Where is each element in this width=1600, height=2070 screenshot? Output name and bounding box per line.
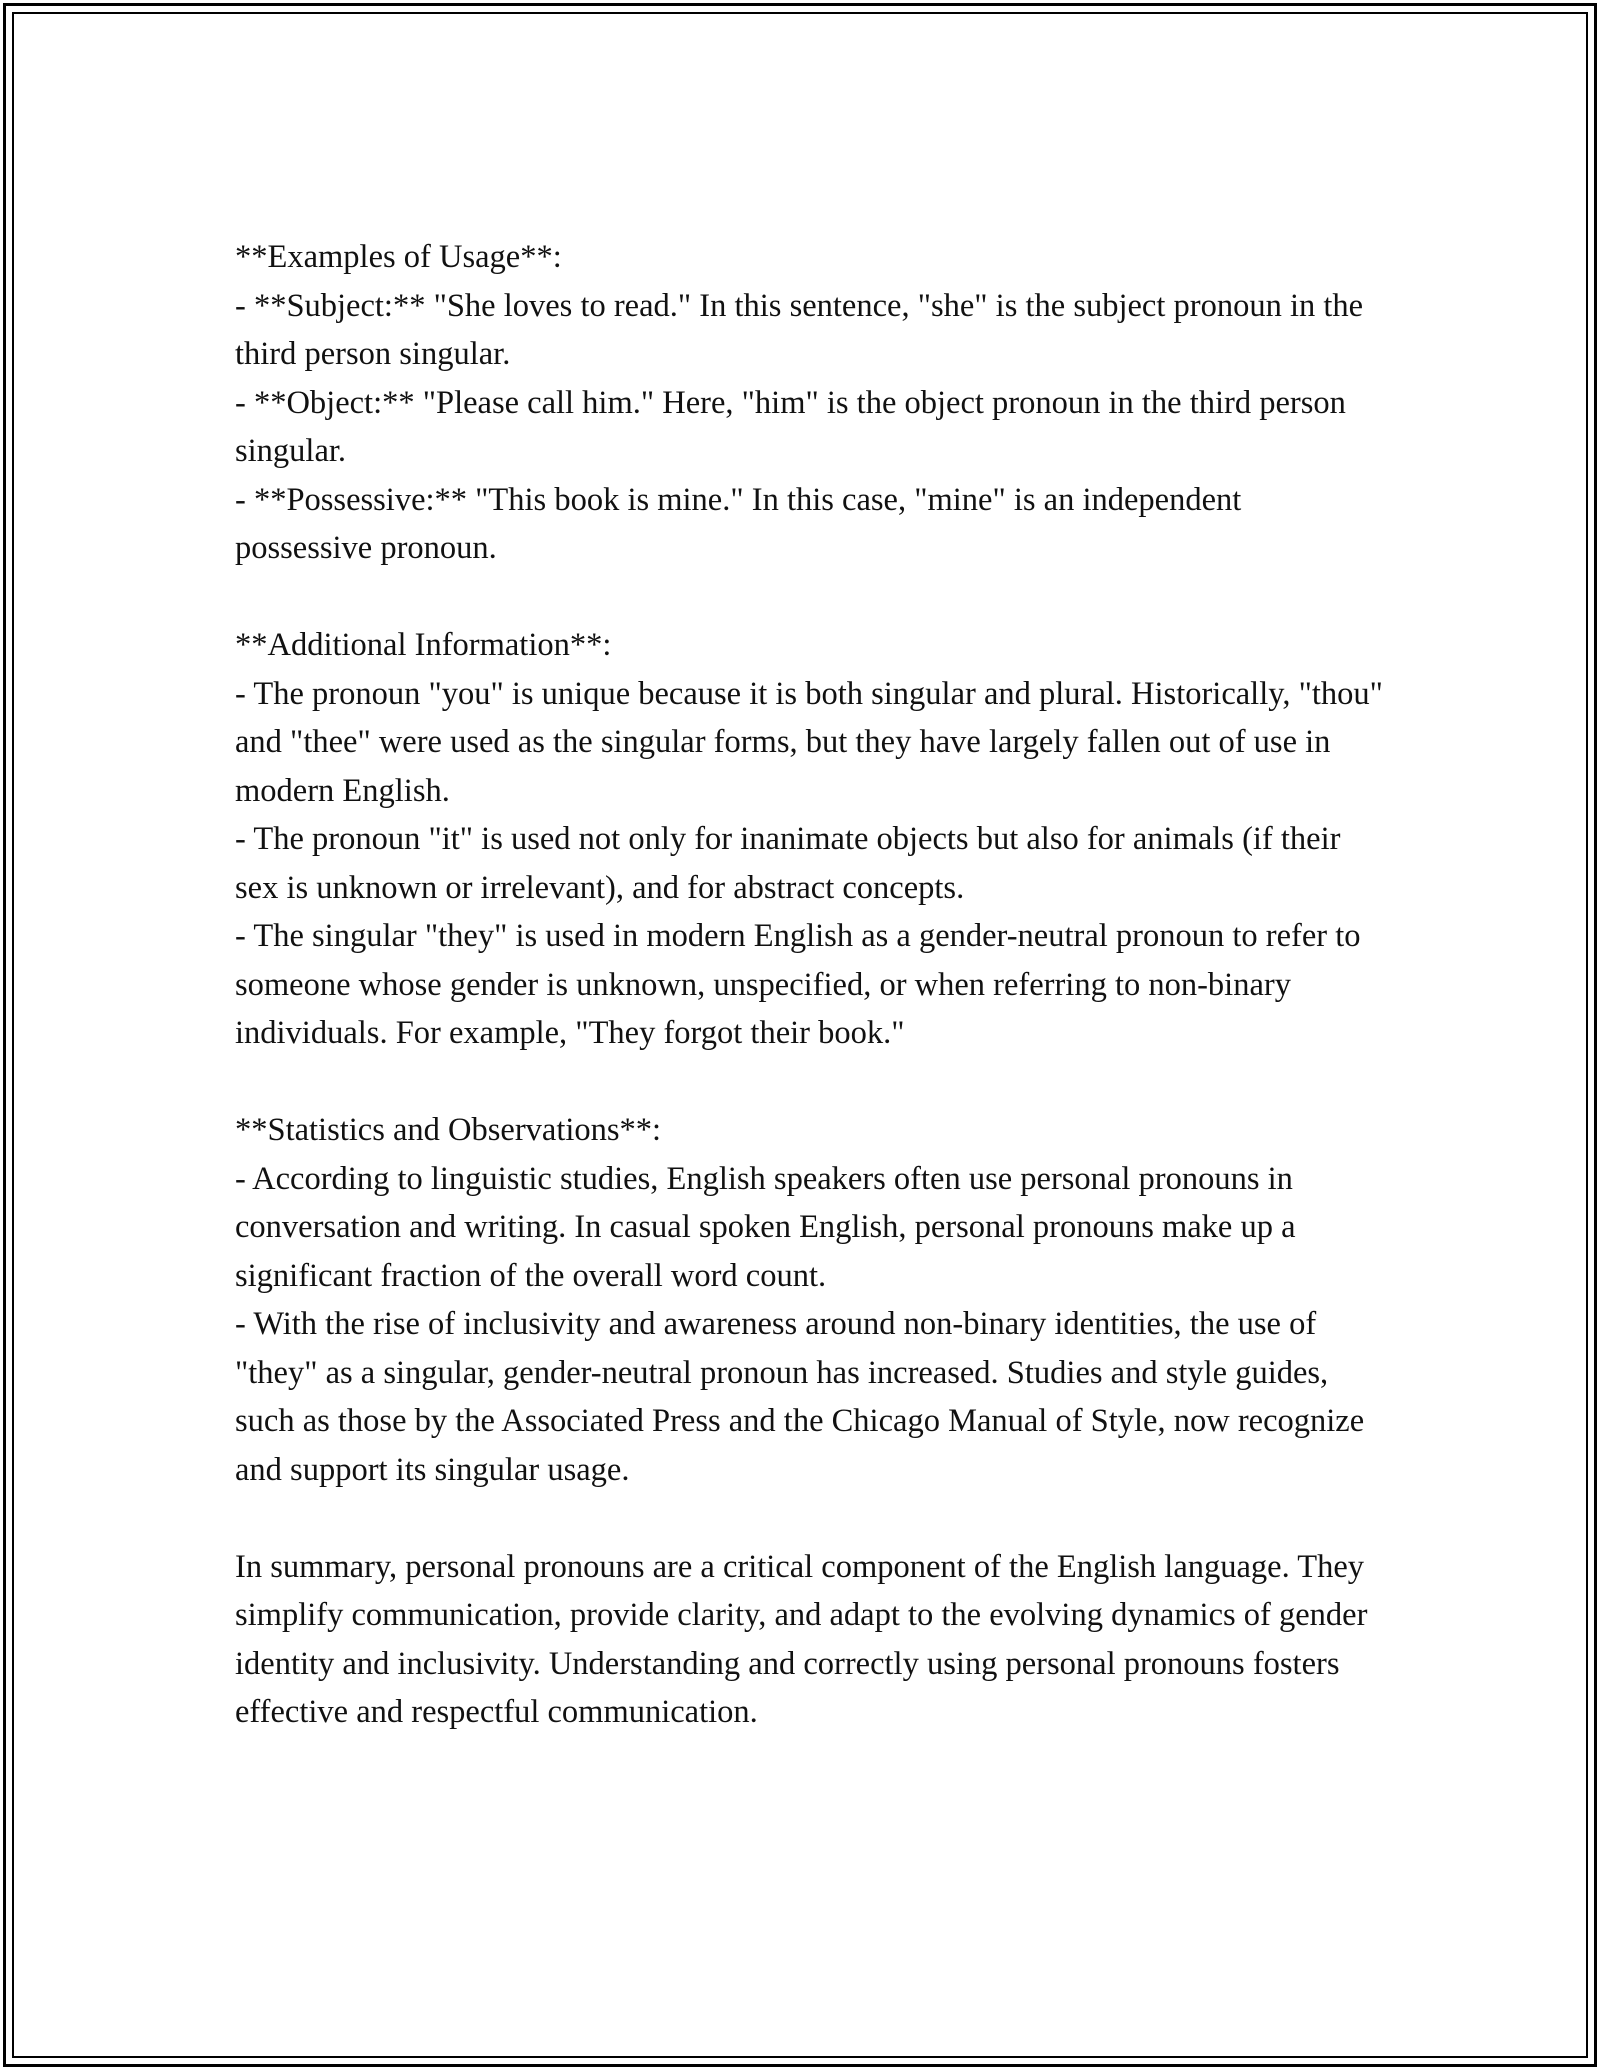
list-item-you: - The pronoun "you" is unique because it is both singular and plural. Historically, "thou" and "thee" were used as the singular forms, but they have largely fallen out of use in modern English. bbox=[235, 675, 1383, 809]
section-heading: **Examples of Usage**: bbox=[235, 239, 562, 275]
document-body bbox=[235, 233, 1385, 1737]
list-item-object: - **Object:** "Please call him." Here, "him" is the object pronoun in the third person singular. bbox=[235, 384, 1346, 469]
section-examples-of-usage bbox=[235, 233, 1385, 573]
list-item-linguistic-studies: - According to linguistic studies, English speakers often use personal pronouns in conversation and writing. In casual spoken English, personal pronouns make up a significant fraction of the overall word count. bbox=[235, 1160, 1296, 1294]
list-item-possessive: - **Possessive:** "This book is mine." In this case, "mine" is an independent possessive pronoun. bbox=[235, 481, 1242, 566]
section-additional-information bbox=[235, 621, 1385, 1058]
section-statistics-and-observations bbox=[235, 1106, 1385, 1494]
list-item-it: - The pronoun "it" is used not only for inanimate objects but also for animals (if their sex is unknown or irrelevant), and for abstract concepts. bbox=[235, 821, 1341, 906]
list-item-inclusivity: - With the rise of inclusivity and awareness around non-binary identities, the use of "they" as a singular, gender-neutral pronoun has increased. Studies and style guides, such as those by the Associated Press and the Chicago Manual of Style, now recognize and support its singular usage. bbox=[235, 1306, 1365, 1488]
summary-paragraph bbox=[235, 1543, 1385, 1737]
section-heading: **Additional Information**: bbox=[235, 627, 612, 663]
list-item-singular-they: - The singular "they" is used in modern English as a gender-neutral pronoun to refer to someone whose gender is unknown, unspecified, or when referring to non-binary individuals. For example, "They forgot their book." bbox=[235, 918, 1361, 1051]
section-heading: **Statistics and Observations**: bbox=[235, 1112, 662, 1148]
summary-text: In summary, personal pronouns are a critical component of the English language. They simplify communication, provide clarity, and adapt to the evolving dynamics of gender identity and inclusivity. Understanding and correctly using personal pronouns fosters effective and respectful communication. bbox=[235, 1548, 1368, 1730]
list-item-subject: - **Subject:** "She loves to read." In this sentence, "she" is the subject pronoun in the third person singular. bbox=[235, 287, 1364, 372]
